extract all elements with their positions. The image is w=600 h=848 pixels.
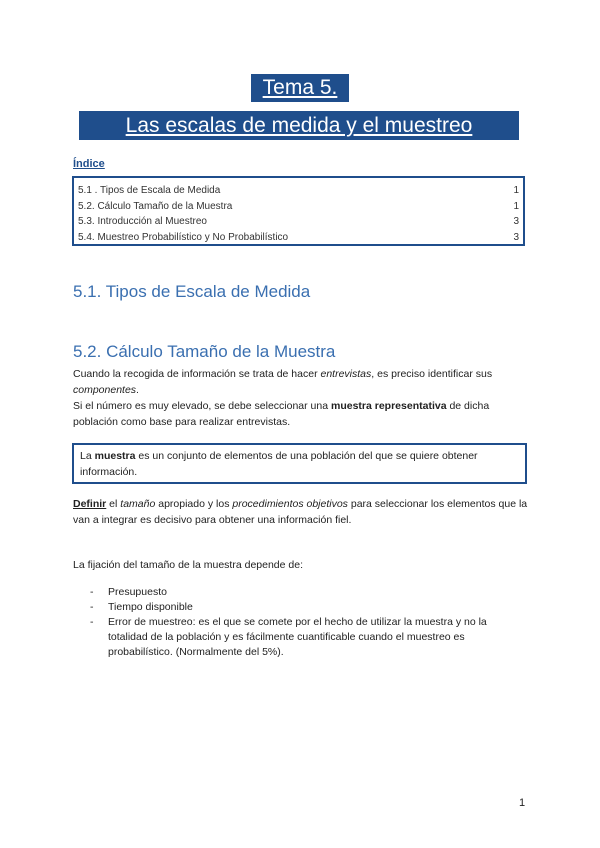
section-heading-5-2: 5.2. Cálculo Tamaño de la Muestra [73,342,336,361]
toc-entry[interactable] [78,230,519,246]
title-line-1: Tema 5. [251,74,349,102]
definition-box [72,443,527,484]
toc-entry[interactable] [78,214,519,230]
toc-entry-page: 1 [513,185,519,196]
list-item [90,600,520,615]
text-run: el [106,498,121,510]
text-run-italic: tamaño [120,498,156,510]
bullet-dash: - [90,586,94,598]
text-run: , es preciso identificar sus [371,368,493,380]
text-run: apropiado y los [155,498,233,510]
toc-entry-page: 3 [513,232,519,244]
text-run-italic: entrevistas [320,368,372,380]
toc-entry-label: 5.3. Introducción al Muestreo [78,216,207,228]
text-run: es un conjunto de elementos de una población del que se quiere obtener información. [80,450,478,478]
toc-entry-page: 1 [513,200,519,212]
bullet-list [90,585,520,660]
list-item-text: Tiempo disponible [108,601,193,613]
bullet-dash: - [90,616,94,628]
text-run: para seleccionar los elementos que la van a integrar es decisivo para obtener una información fiel. [73,498,528,526]
list-item [90,615,520,660]
paragraph-muestra-representativa [73,398,528,430]
list-item-text: Error de muestreo: es el que se comete por el hecho de utilizar la muestra y no la totalidad de la población y es fácilmente cuantificable cuando el muestreo es probabilístico. (Normalmente del 5%). [108,616,487,658]
text-run-bold: muestra representativa [330,400,447,412]
title-line-2: Las escalas de medida y el muestreo [79,111,519,140]
toc-entry-label: 5.2. Cálculo Tamaño de la Muestra [78,200,233,212]
text-run-underlined: Definir [73,498,107,510]
toc-entry[interactable] [78,199,519,215]
toc-entry[interactable] [78,183,519,199]
text-run-italic: componentes [73,384,137,396]
list-item [90,585,520,600]
table-of-contents [72,176,525,246]
text-run: La [80,450,95,462]
paragraph-fijacion: La fijación del tamaño de la muestra depende de: [73,559,303,571]
page-number: 1 [519,797,526,809]
text-run: Cuando la recogida de información se trata de hacer [73,368,321,380]
text-run: . [136,384,139,396]
toc-entry-label: 5.1 . Tipos de Escala de Medida [78,185,221,196]
text-run-italic: procedimientos objetivos [232,498,348,510]
index-heading: Índice [73,158,105,170]
text-run-bold: muestra [94,450,136,462]
paragraph-definir [73,496,528,528]
bullet-dash: - [90,601,94,613]
text-run: de dicha población como base para realizar entrevistas. [73,400,490,428]
section-heading-5-1: 5.1. Tipos de Escala de Medida [73,282,311,301]
text-run: Si el número es muy elevado, se debe seleccionar una [73,400,331,412]
list-item-text: Presupuesto [108,586,167,598]
toc-entry-label: 5.4. Muestreo Probabilístico y No Probabilístico [78,232,289,244]
paragraph-entrevistas [73,366,528,398]
toc-entry-page: 3 [513,216,519,228]
